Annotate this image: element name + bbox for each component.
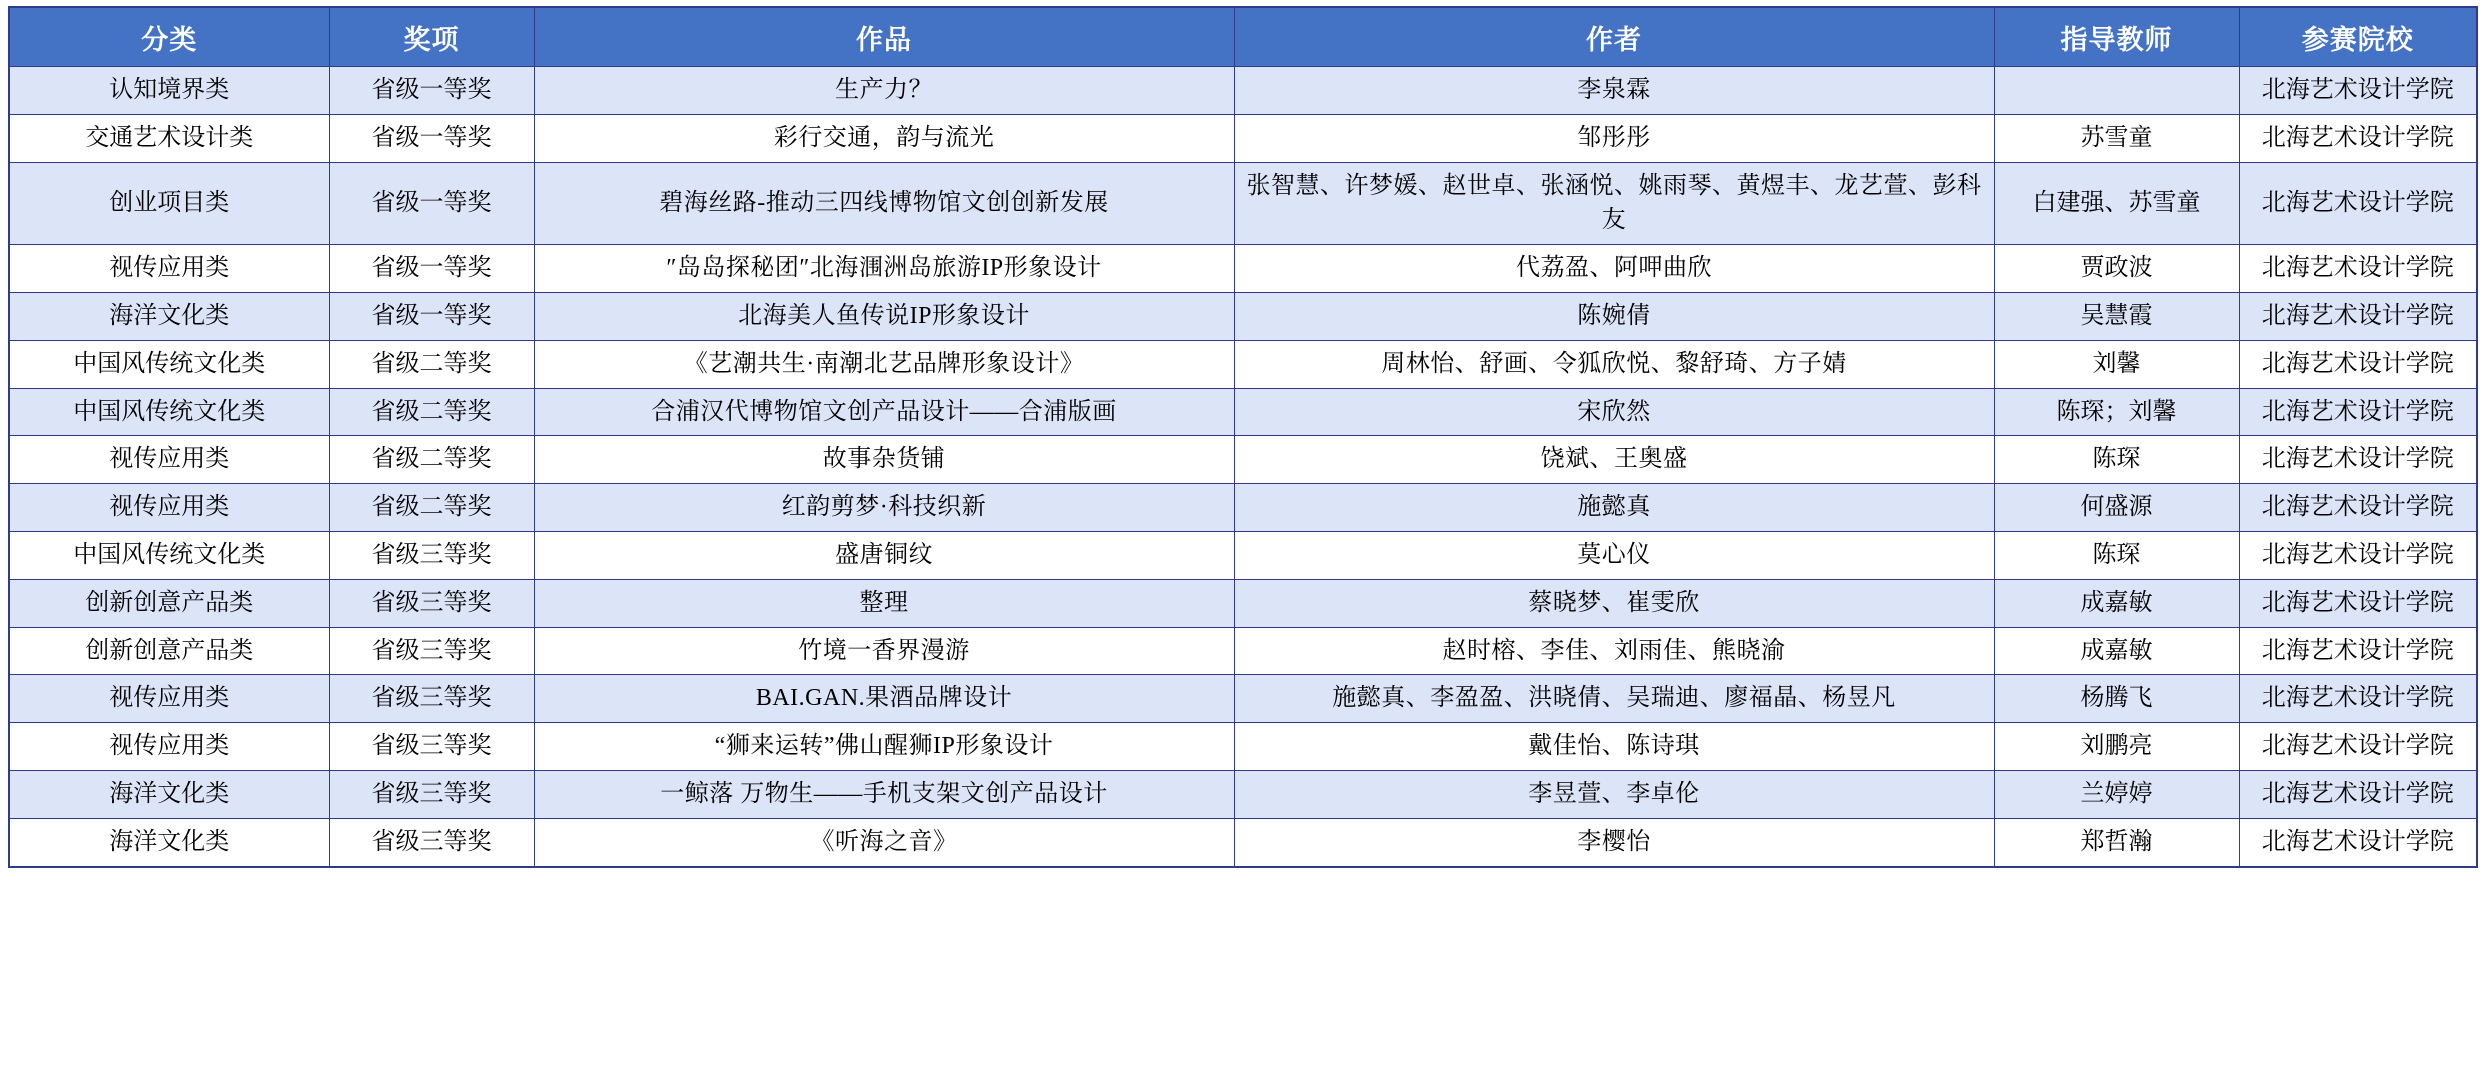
cell-teacher: 贾政波 [1994, 245, 2239, 293]
cell-school: 北海艺术设计学院 [2239, 675, 2477, 723]
cell-school: 北海艺术设计学院 [2239, 67, 2477, 115]
cell-work: “狮来运转”佛山醒狮IP形象设计 [534, 723, 1234, 771]
table-row [9, 388, 2477, 436]
cell-category: 视传应用类 [9, 675, 329, 723]
cell-teacher: 吴慧霞 [1994, 292, 2239, 340]
cell-category: 交通艺术设计类 [9, 114, 329, 162]
cell-award: 省级一等奖 [329, 292, 534, 340]
cell-authors: 李樱怡 [1234, 818, 1994, 866]
cell-work: 竹境一香界漫游 [534, 627, 1234, 675]
cell-teacher: 成嘉敏 [1994, 627, 2239, 675]
cell-authors: 莫心仪 [1234, 531, 1994, 579]
cell-school: 北海艺术设计学院 [2239, 818, 2477, 866]
cell-school: 北海艺术设计学院 [2239, 484, 2477, 532]
cell-award: 省级一等奖 [329, 162, 534, 245]
cell-authors: 宋欣然 [1234, 388, 1994, 436]
cell-work: 一鲸落 万物生——手机支架文创产品设计 [534, 770, 1234, 818]
cell-work: 《听海之音》 [534, 818, 1234, 866]
table-body [9, 67, 2477, 867]
cell-teacher: 成嘉敏 [1994, 579, 2239, 627]
cell-work: 盛唐铜纹 [534, 531, 1234, 579]
column-header-authors: 作者 [1234, 7, 1994, 67]
cell-award: 省级三等奖 [329, 723, 534, 771]
cell-authors: 张智慧、许梦媛、赵世卓、张涵悦、姚雨琴、黄煜丰、龙艺萱、彭科友 [1234, 162, 1994, 245]
cell-teacher: 何盛源 [1994, 484, 2239, 532]
cell-work: 红韵剪梦·科技织新 [534, 484, 1234, 532]
cell-work: 生产力？ [534, 67, 1234, 115]
cell-category: 中国风传统文化类 [9, 340, 329, 388]
cell-award: 省级三等奖 [329, 579, 534, 627]
cell-category: 视传应用类 [9, 436, 329, 484]
cell-teacher [1994, 67, 2239, 115]
cell-work: 《艺潮共生·南潮北艺品牌形象设计》 [534, 340, 1234, 388]
cell-authors: 赵时榕、李佳、刘雨佳、熊晓渝 [1234, 627, 1994, 675]
table-row [9, 579, 2477, 627]
cell-category: 创业项目类 [9, 162, 329, 245]
cell-category: 海洋文化类 [9, 818, 329, 866]
cell-authors: 陈婉倩 [1234, 292, 1994, 340]
table-row [9, 770, 2477, 818]
column-header-teacher: 指导教师 [1994, 7, 2239, 67]
cell-work: 故事杂货铺 [534, 436, 1234, 484]
column-header-work: 作品 [534, 7, 1234, 67]
table-row [9, 818, 2477, 866]
cell-category: 中国风传统文化类 [9, 531, 329, 579]
table-row [9, 723, 2477, 771]
cell-work: 整理 [534, 579, 1234, 627]
cell-school: 北海艺术设计学院 [2239, 436, 2477, 484]
cell-school: 北海艺术设计学院 [2239, 531, 2477, 579]
cell-work: 合浦汉代博物馆文创产品设计——合浦版画 [534, 388, 1234, 436]
cell-award: 省级三等奖 [329, 627, 534, 675]
table-row [9, 292, 2477, 340]
cell-award: 省级一等奖 [329, 114, 534, 162]
cell-school: 北海艺术设计学院 [2239, 627, 2477, 675]
cell-teacher: 陈琛 [1994, 436, 2239, 484]
cell-teacher: 刘鹏亮 [1994, 723, 2239, 771]
cell-authors: 李昱萱、李卓伦 [1234, 770, 1994, 818]
cell-work: 彩行交通，韵与流光 [534, 114, 1234, 162]
table-row [9, 531, 2477, 579]
cell-teacher: 苏雪童 [1994, 114, 2239, 162]
column-header-award: 奖项 [329, 7, 534, 67]
cell-category: 视传应用类 [9, 484, 329, 532]
cell-school: 北海艺术设计学院 [2239, 162, 2477, 245]
cell-award: 省级二等奖 [329, 484, 534, 532]
cell-authors: 代荔盈、阿呷曲欣 [1234, 245, 1994, 293]
table-row [9, 675, 2477, 723]
cell-work: BAI.GAN.果酒品牌设计 [534, 675, 1234, 723]
cell-authors: 饶斌、王奥盛 [1234, 436, 1994, 484]
cell-teacher: 杨腾飞 [1994, 675, 2239, 723]
column-header-category: 分类 [9, 7, 329, 67]
table-header-row [9, 7, 2477, 67]
cell-work: 碧海丝路-推动三四线博物馆文创创新发展 [534, 162, 1234, 245]
cell-teacher: 陈琛 [1994, 531, 2239, 579]
cell-work: ″岛岛探秘团″北海涠洲岛旅游IP形象设计 [534, 245, 1234, 293]
cell-teacher: 兰婷婷 [1994, 770, 2239, 818]
cell-category: 视传应用类 [9, 245, 329, 293]
cell-authors: 周林怡、舒画、令狐欣悦、黎舒琦、方子婧 [1234, 340, 1994, 388]
cell-school: 北海艺术设计学院 [2239, 114, 2477, 162]
cell-work: 北海美人鱼传说IP形象设计 [534, 292, 1234, 340]
cell-category: 海洋文化类 [9, 770, 329, 818]
cell-award: 省级二等奖 [329, 388, 534, 436]
table-row [9, 162, 2477, 245]
cell-authors: 施懿真 [1234, 484, 1994, 532]
table-row [9, 114, 2477, 162]
cell-award: 省级二等奖 [329, 436, 534, 484]
column-header-school: 参赛院校 [2239, 7, 2477, 67]
cell-teacher: 郑哲瀚 [1994, 818, 2239, 866]
cell-school: 北海艺术设计学院 [2239, 388, 2477, 436]
cell-award: 省级三等奖 [329, 770, 534, 818]
table-row [9, 245, 2477, 293]
cell-category: 认知境界类 [9, 67, 329, 115]
cell-authors: 施懿真、李盈盈、洪晓倩、吴瑞迪、廖福晶、杨昱凡 [1234, 675, 1994, 723]
cell-teacher: 陈琛；刘馨 [1994, 388, 2239, 436]
cell-school: 北海艺术设计学院 [2239, 770, 2477, 818]
cell-school: 北海艺术设计学院 [2239, 340, 2477, 388]
cell-award: 省级三等奖 [329, 818, 534, 866]
table-row [9, 484, 2477, 532]
cell-award: 省级一等奖 [329, 67, 534, 115]
table-row [9, 436, 2477, 484]
cell-school: 北海艺术设计学院 [2239, 723, 2477, 771]
cell-school: 北海艺术设计学院 [2239, 292, 2477, 340]
cell-category: 创新创意产品类 [9, 627, 329, 675]
table-row [9, 340, 2477, 388]
cell-category: 海洋文化类 [9, 292, 329, 340]
cell-category: 中国风传统文化类 [9, 388, 329, 436]
award-table [8, 6, 2478, 868]
cell-award: 省级二等奖 [329, 340, 534, 388]
cell-school: 北海艺术设计学院 [2239, 245, 2477, 293]
cell-school: 北海艺术设计学院 [2239, 579, 2477, 627]
cell-authors: 邹彤彤 [1234, 114, 1994, 162]
cell-authors: 李泉霖 [1234, 67, 1994, 115]
cell-award: 省级一等奖 [329, 245, 534, 293]
cell-teacher: 刘馨 [1994, 340, 2239, 388]
cell-award: 省级三等奖 [329, 675, 534, 723]
cell-award: 省级三等奖 [329, 531, 534, 579]
cell-teacher: 白建强、苏雪童 [1994, 162, 2239, 245]
cell-authors: 戴佳怡、陈诗琪 [1234, 723, 1994, 771]
table-header [9, 7, 2477, 67]
cell-category: 创新创意产品类 [9, 579, 329, 627]
table-row [9, 627, 2477, 675]
cell-category: 视传应用类 [9, 723, 329, 771]
table-row [9, 67, 2477, 115]
cell-authors: 蔡晓梦、崔雯欣 [1234, 579, 1994, 627]
